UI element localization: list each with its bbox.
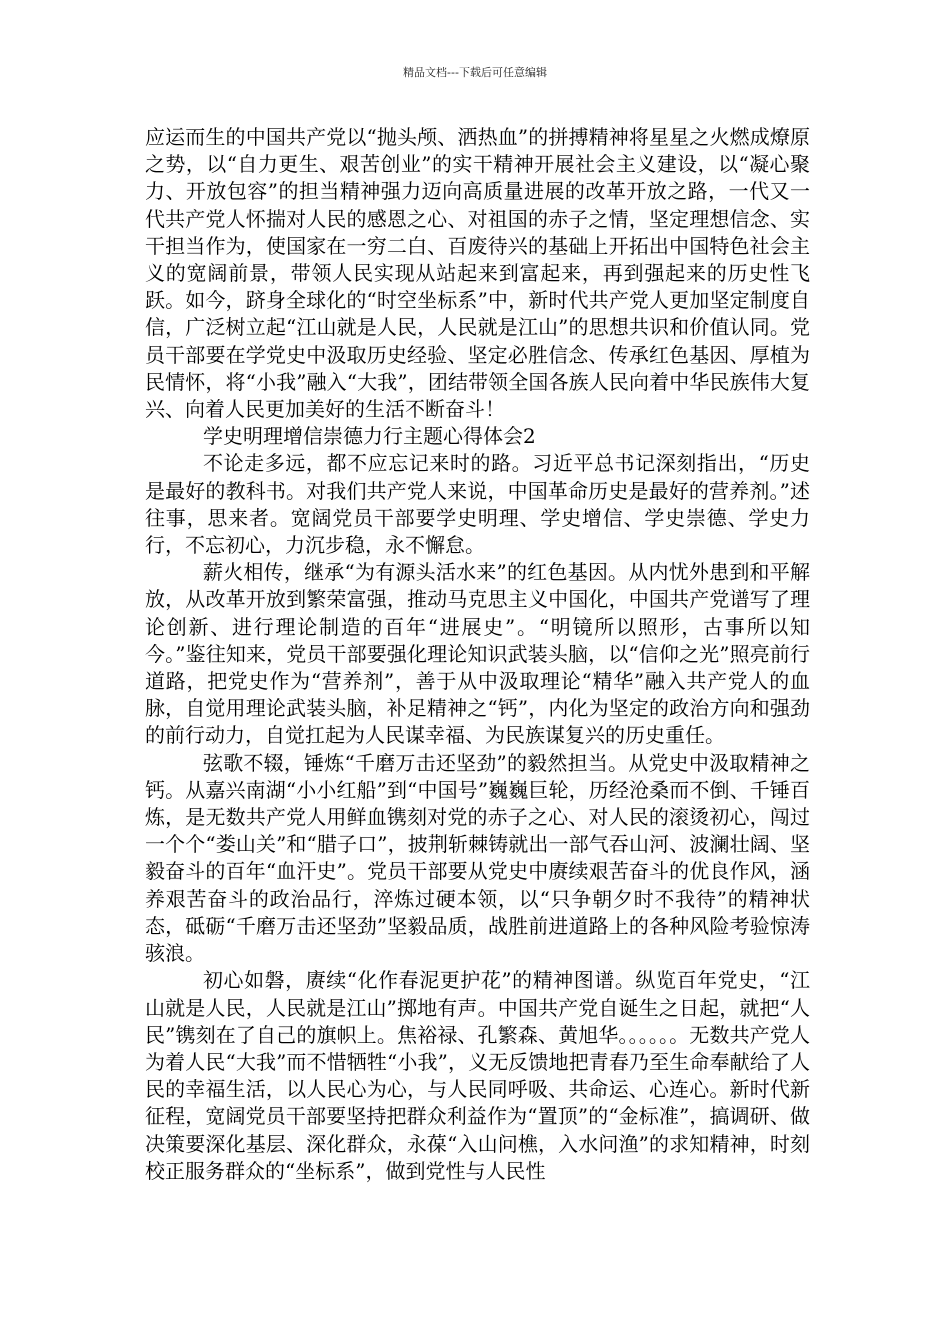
- paragraph: 弦歌不辍，锤炼“千磨万击还坚劲”的毅然担当。从党史中汲取精神之钙。从嘉兴南湖“小小红船”到“中国号”巍巍巨轮，历经沧桑而不倒、千锤百炼，是无数共产党人用鲜血镌刻对党的赤子之心、对人民的滚烫初心，闯过一个个“娄山关”和“腊子口”，披荆斩棘铸就出一部气吞山河、波澜壮阔、坚毅奋斗的百年“血汗史”。党员干部要从党史中赓续艰苦奋斗的优良作风，涵养艰苦奋斗的政治品行，淬炼过硬本领，以“只争朝夕时不我待”的精神状态，砥砺“千磨万击还坚劲”坚毅品质，战胜前进道路上的各种风险考验惊涛骇浪。: [145, 750, 810, 966]
- document-body: [145, 124, 810, 1185]
- section-title: 学史明理增信崇德力行主题心得体会2: [203, 424, 536, 449]
- paragraph: 薪火相传，继承“为有源头活水来”的红色基因。从内忧外患到和平解放，从改革开放到繁荣富强，推动马克思主义中国化，中国共产党谱写了理论创新、进行理论制造的百年“进展史”。“明镜所以照形，古事所以知今。”鉴往知来，党员干部要强化理论知识武装头脑，以“信仰之光”照亮前行道路，把党史作为“营养剂”，善于从中汲取理论“精华”融入共产党人的血脉，自觉用理论武装头脑，补足精神之“钙”，内化为坚定的政治方向和强劲的前行动力，自觉扛起为人民谋幸福、为民族谋复兴的历史重任。: [145, 560, 810, 748]
- paragraph: 不论走多远，都不应忘记来时的路。习近平总书记深刻指出，“历史是最好的教科书。对我们共产党人来说，中国革命历史是最好的营养剂。”述往事，思来者。宽阔党员干部要学史明理、学史增信、学史崇德、学史力行，不忘初心，力沉步稳，永不懈怠。: [145, 451, 810, 558]
- paragraph: 初心如磐，赓续“化作春泥更护花”的精神图谱。纵览百年党史，“江山就是人民，人民就是江山”掷地有声。中国共产党自诞生之日起，就把“人民”镌刻在了自己的旗帜上。焦裕禄、孔繁森、黄旭华。。。。。。无数共产党人为着人民“大我”而不惜牺牲“小我”，义无反馈地把青春乃至生命奉献给了人民的幸福生活，以人民心为心，与人民同呼吸、共命运、心连心。新时代新征程，宽阔党员干部要坚持把群众利益作为“置顶”的“金标准”，搞调研、做决策要深化基层、深化群众，永葆“入山问樵，入水问渔”的求知精神，时刻校正服务群众的“坐标系”，做到党性与人民性: [145, 968, 810, 1183]
- page-header: 精品文档---下载后可任意编辑: [403, 66, 547, 79]
- paragraph: 应运而生的中国共产党以“抛头颅、洒热血”的拼搏精神将星星之火燃成燎原之势，以“自力更生、艰苦创业”的实干精神开展社会主义建设，以“凝心聚力、开放包容”的担当精神强力迈向高质量进展的改革开放之路，一代又一代共产党人怀揣对人民的感恩之心、对祖国的赤子之情，坚定理想信念、实干担当作为，使国家在一穷二白、百废待兴的基础上开拓出中国特色社会主义的宽阔前景，带领人民实现从站起来到富起来，再到强起来的历史性飞跃。如今，跻身全球化的“时空坐标系”中，新时代共产党人更加坚定制度自信，广泛树立起“江山就是人民，人民就是江山”的思想共识和价值认同。党员干部要在学党史中汲取历史经验、坚定必胜信念、传承红色基因、厚植为民情怀，将“小我”融入“大我”，团结带领全国各族人民向着中华民族伟大复兴、向着人民更加美好的生活不断奋斗！: [145, 125, 810, 422]
